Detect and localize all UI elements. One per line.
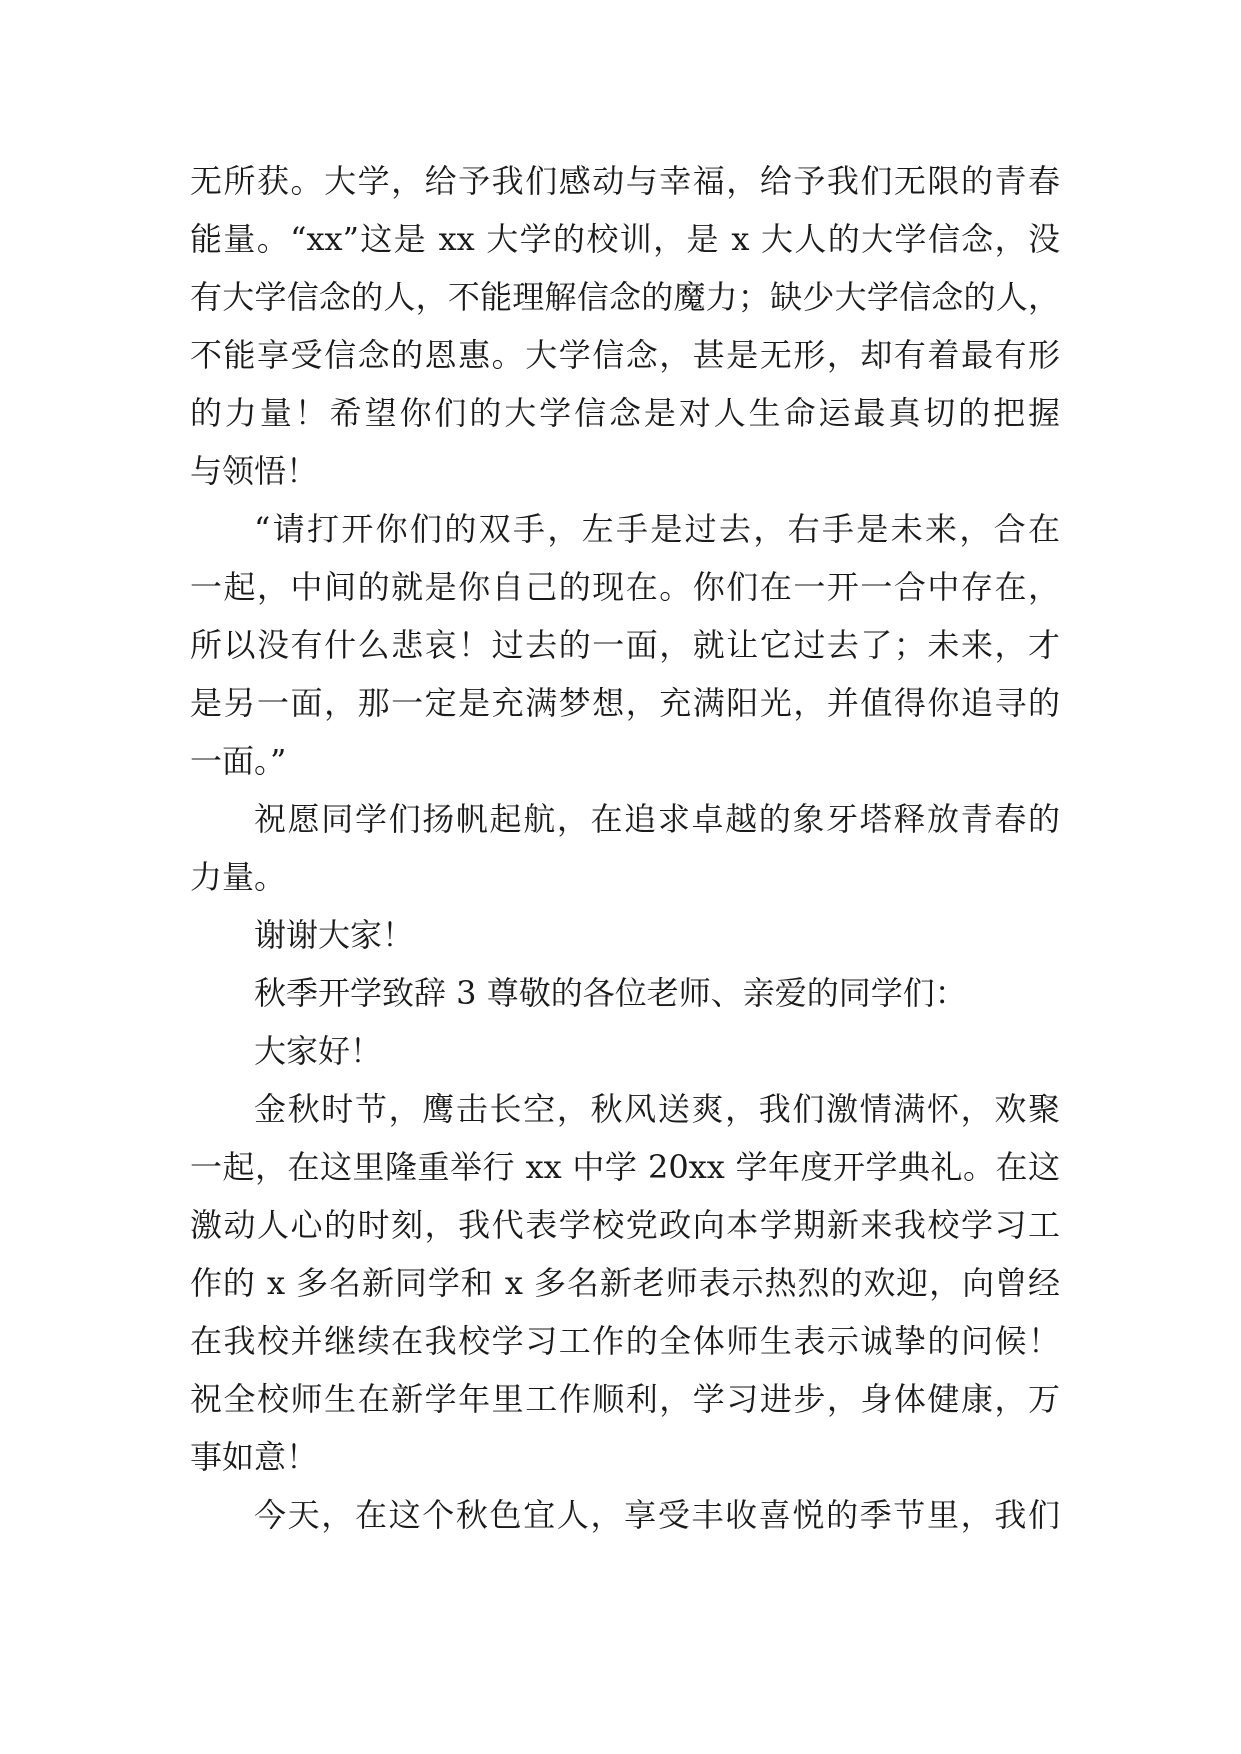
- text-line: “请打开你们的双手，左手是过去，右手是未来，合在: [254, 510, 1060, 548]
- text-line: 一面。”: [190, 742, 287, 780]
- text-line: 在我校并继续在我校学习工作的全体师生表示诚挚的问候！: [190, 1322, 1060, 1360]
- text-line: 不能享受信念的恩惠。大学信念，甚是无形，却有着最有形: [190, 336, 1060, 374]
- text-line: 与领悟！: [190, 452, 319, 490]
- text-line: 激动人心的时刻，我代表学校党政向本学期新来我校学习工: [190, 1206, 1060, 1244]
- text-line: 作的 x 多名新同学和 x 多名新老师表示热烈的欢迎，向曾经: [190, 1264, 1060, 1302]
- text-line: 有大学信念的人，不能理解信念的魔力；缺少大学信念的人，: [190, 278, 1060, 316]
- text-line: 无所获。大学，给予我们感动与幸福，给予我们无限的青春: [190, 162, 1060, 200]
- text-line: 能量。“xx”这是 xx 大学的校训，是 x 大人的大学信念，没: [190, 220, 1060, 258]
- text-line: 今天，在这个秋色宜人，享受丰收喜悦的季节里，我们: [254, 1496, 1060, 1534]
- text-line: 祝全校师生在新学年里工作顺利，学习进步，身体健康，万: [190, 1380, 1060, 1418]
- text-line: 力量。: [190, 858, 287, 896]
- text-line: 祝愿同学们扬帆起航，在追求卓越的象牙塔释放青春的: [254, 800, 1060, 838]
- text-line: 的力量！希望你们的大学信念是对人生命运最真切的把握: [190, 394, 1060, 432]
- body-text: [190, 152, 1060, 1544]
- text-line: 大家好！: [254, 1032, 383, 1070]
- text-line: 秋季开学致辞 3 尊敬的各位老师、亲爱的同学们：: [254, 974, 967, 1012]
- text-line: 金秋时节，鹰击长空，秋风送爽，我们激情满怀，欢聚: [254, 1090, 1060, 1128]
- text-line: 谢谢大家！: [254, 916, 415, 954]
- text-line: 所以没有什么悲哀！过去的一面，就让它过去了；未来，才: [190, 626, 1060, 664]
- text-line: 一起，在这里隆重举行 xx 中学 20xx 学年度开学典礼。在这: [190, 1148, 1060, 1186]
- text-line: 事如意！: [190, 1438, 319, 1476]
- text-line: 是另一面，那一定是充满梦想，充满阳光，并值得你追寻的: [190, 684, 1060, 722]
- text-line: 一起，中间的就是你自己的现在。你们在一开一合中存在，: [190, 568, 1060, 606]
